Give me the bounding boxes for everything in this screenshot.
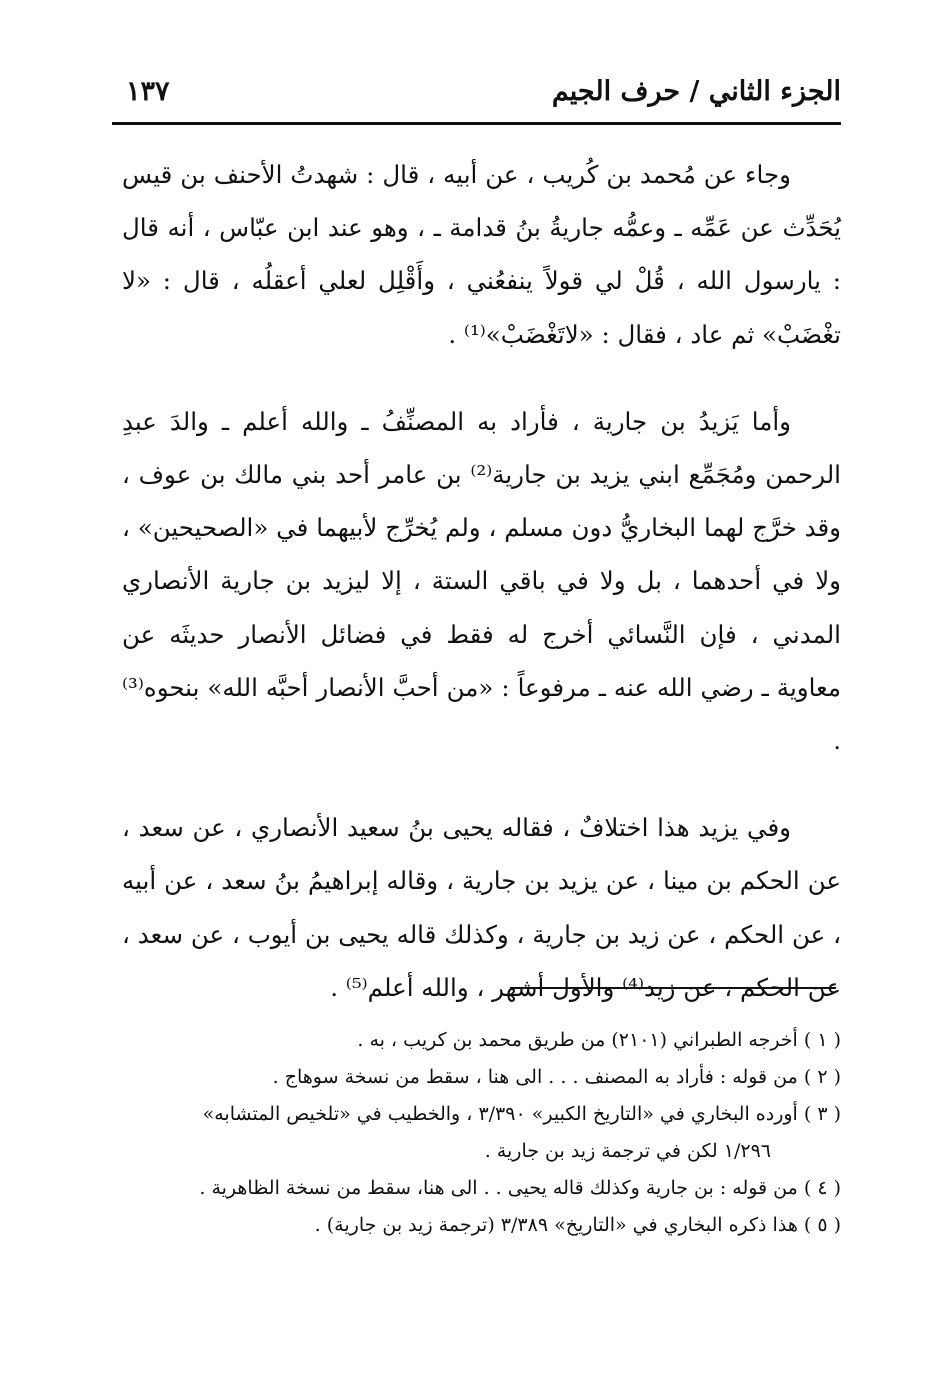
footnote-4: ( ٤ ) من قوله : بن جارية وكذلك قاله يحيى . . الى هنا، سقط من نسخة الظاهرية . — [199, 1177, 841, 1199]
running-title: الجزء الثاني / حرف الجيم — [551, 76, 841, 107]
footnote-3-continuation: ١/٢٩٦ لكن في ترجمة زيد بن جارية . — [484, 1140, 771, 1162]
header-rule — [112, 122, 841, 125]
paragraph-3: وفي يزيد هذا اختلافٌ ، فقاله يحيى بنُ سعيد الأنصاري ، عن سعد ، عن الحكم بن مينا ، عن يزيد بن جارية ، وقاله إبراهيمُ بنُ سعد ، عن أبيه ، عن الحكم ، عن زيد بن جارية ، وكذلك قاله يحيى بن أيوب ، عن سعد ، عن الحكم ، عن زيد⁽⁴⁾ والأول أشهر ، والله أعلم⁽⁵⁾ . — [122, 813, 841, 1002]
footnote-3: ( ٣ ) أورده البخاري في «التاريخ الكبير» ٣/٣٩٠ ، والخطيب في «تلخيص المتشابه» — [202, 1103, 841, 1125]
main-text — [122, 148, 841, 1014]
page-number: ١٣٧ — [126, 76, 170, 107]
paragraph-2: وأما يَزيدُ بن جارية ، فأراد به المصنِّفُ ـ والله أعلم ـ والدَ عبدِ الرحمن ومُجَمِّع ابني يزيد بن جارية⁽²⁾ بن عامر أحد بني مالك بن عوف ، وقد خرَّج لهما البخاريُّ دون مسلم ، ولم يُخرِّج لأبيهما في «الصحيحين» ، ولا في أحدهما ، بل ولا في باقي الستة ، إلا ليزيد بن جارية الأنصاري المدني ، فإن النَّسائي أخرج له فقط في فضائل الأنصار حديثَه عن معاوية ـ رضي الله عنه ـ مرفوعاً : «من أحبَّ الأنصار أحبَّه الله» بنحوه⁽³⁾ . — [122, 406, 841, 756]
paragraph-1: وجاء عن مُحمد بن كُريب ، عن أبيه ، قال : شهدتُ الأحنف بن قيس يُحَدِّث عن عَمِّه ـ وعمُّه جاريةُ بنُ قدامة ـ ، وهو عند ابن عبّاس ، أنه قال : يارسول الله ، قُلْ لي قولاً ينفعُني ، وأَقْلِل لعلي أعقلُه ، قال : «لا تغْضَبْ» ثم عاد ، فقال : «لاتَغْضَبْ»⁽¹⁾ . — [122, 160, 841, 349]
footnote-separator — [510, 987, 836, 989]
footnote-5: ( ٥ ) هذا ذكره البخاري في «التاريخ» ٣/٣٨٩ (ترجمة زيد بن جارية) . — [314, 1214, 841, 1236]
footnote-1: ( ١ ) أخرجه الطبراني (٢١٠١) من طريق محمد بن كريب ، به . — [357, 1029, 841, 1051]
footnotes — [122, 1022, 841, 1244]
page-header — [112, 70, 841, 122]
footnote-2: ( ٢ ) من قوله : فأراد به المصنف . . . الى هنا ، سقط من نسخة سوهاج . — [272, 1066, 841, 1088]
